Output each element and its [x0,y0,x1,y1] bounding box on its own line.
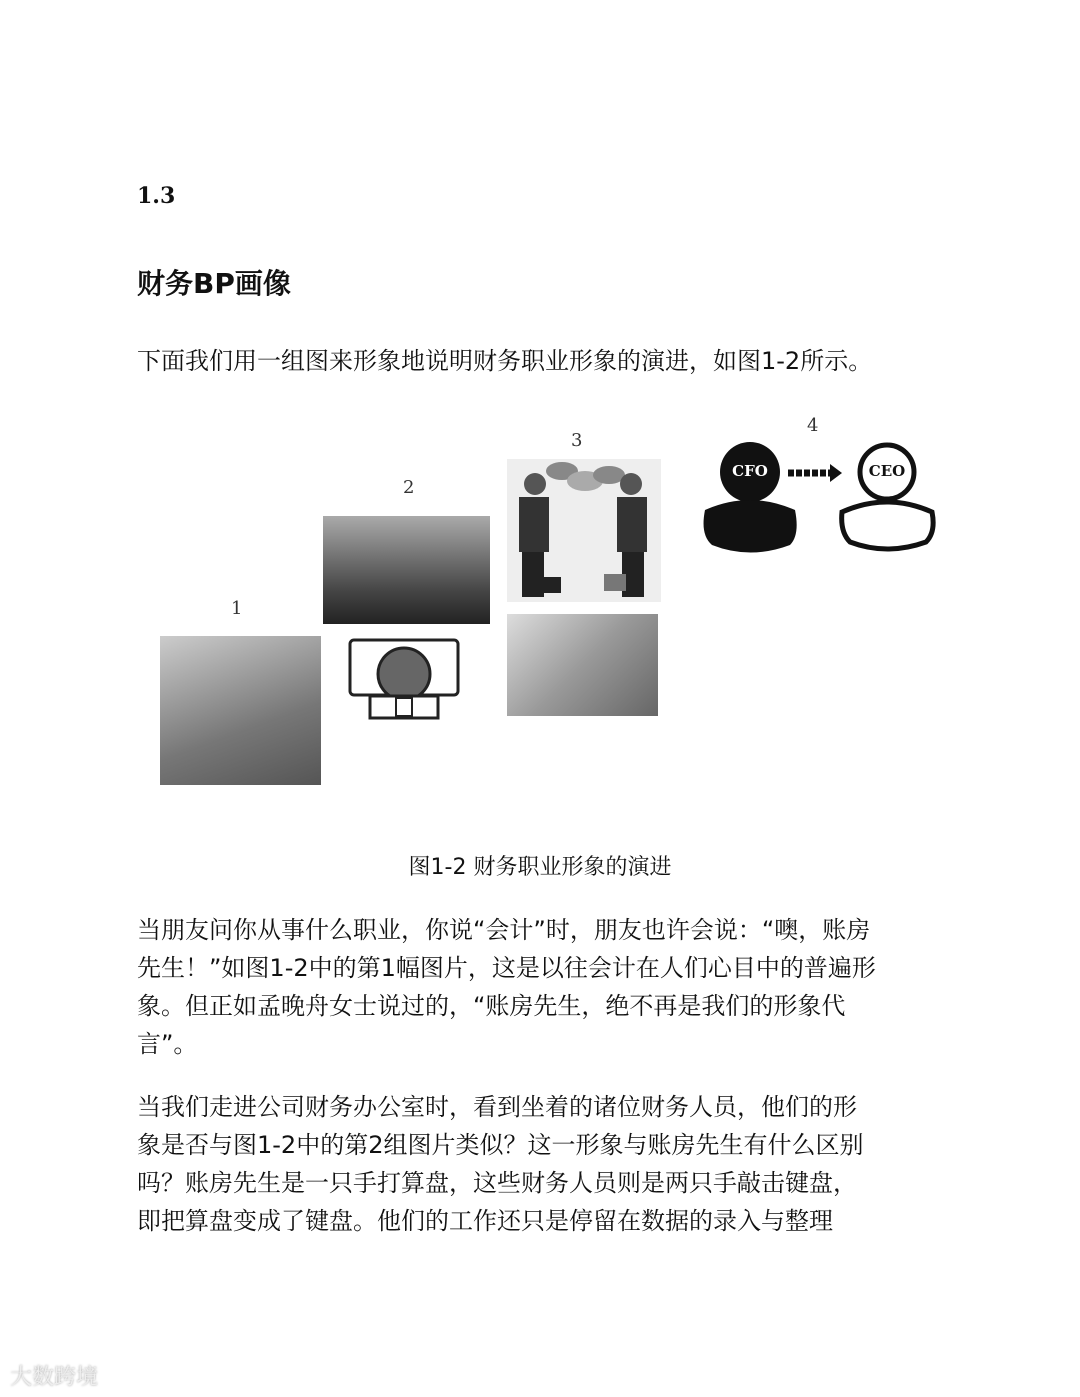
intro-paragraph: 下面我们用一组图来形象地说明财务职业形象的演进，如图1-2所示。 [137,347,873,375]
watermark-logo: 大数跨境 [10,1365,99,1390]
paragraph-line: 吗？账房先生是一只手打算盘，这些财务人员则是两只手敲击键盘， [137,1169,857,1197]
photo-tablet-charts [507,614,658,716]
photo-accountant-statue [160,636,321,785]
section-number: 1.3 [137,183,176,209]
paragraph-2 [137,1088,863,1240]
figure-caption: 图1-2 财务职业形象的演进 [408,855,672,880]
figure-label-3: 3 [571,430,583,451]
paragraph-line: 言”。 [137,1030,198,1058]
paragraph-line: 当朋友问你从事什么职业，你说“会计”时，朋友也许会说：“噢，账房 [137,916,871,944]
paragraph-line: 象是否与图1-2中的第2组图片类似？这一形象与账房先生有什么区别 [137,1131,864,1159]
paragraph-line: 先生！”如图1-2中的第1幅图片，这是以往会计在人们心目中的普遍形 [137,954,876,982]
figure-label-1: 1 [231,598,243,619]
paragraph-line: 当我们走进公司财务办公室时，看到坐着的诸位财务人员，他们的形 [137,1093,857,1121]
cfo-text: CFO [732,462,768,480]
section-title: 财务BP画像 [137,267,291,300]
cfo-body-icon [704,500,797,553]
photo-abacus-man [323,516,490,624]
paragraph-1 [137,911,876,1063]
paragraph-line: 象。但正如孟晚舟女士说过的，“账房先生，绝不再是我们的形象代 [137,992,846,1020]
paragraph-line: 即把算盘变成了键盘。他们的工作还只是停留在数据的录入与整理 [137,1207,833,1235]
cfo-to-ceo-illustration [700,440,940,555]
illustration-keyboard-worker [330,638,478,720]
arrow-right-icon [830,464,842,482]
figure-label-2: 2 [403,477,415,498]
illustration-businessmen-talking [507,459,661,602]
ceo-text: CEO [868,462,906,480]
ceo-body-icon [842,502,933,549]
figure-label-4: 4 [807,415,819,436]
